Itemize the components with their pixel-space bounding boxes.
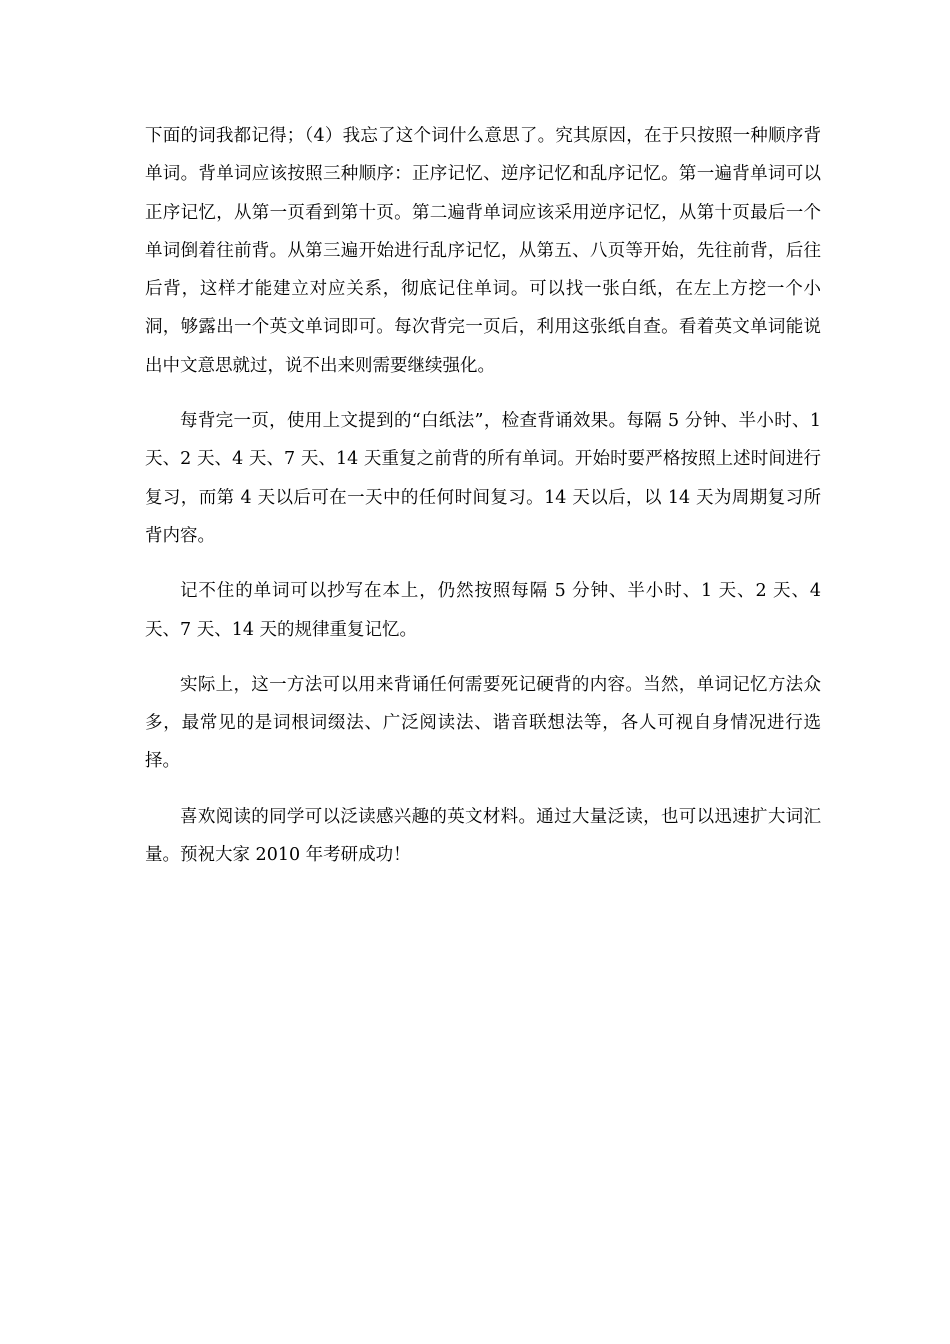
paragraph-review-schedule: 每背完一页，使用上文提到的“白纸法”，检查背诵效果。每隔 5 分钟、半小时、1 天、2 天、4 天、7 天、14 天重复之前背的所有单词。开始时要严格按照上述时间进行复习，而第 4 天以后可在一天中的任何时间复习。14 天以后，以 14 天为周期复习所背内容。 bbox=[145, 411, 821, 546]
paragraph-reading-closing: 喜欢阅读的同学可以泛读感兴趣的英文材料。通过大量泛读，也可以迅速扩大词汇量。预祝大家 2010 年考研成功！ bbox=[145, 806, 821, 866]
document-body bbox=[145, 117, 821, 891]
paragraph-word-order-method: 下面的词我都记得；（4）我忘了这个词什么意思了。究其原因，在于只按照一种顺序背单词。背单词应该按照三种顺序：正序记忆、逆序记忆和乱序记忆。第一遍背单词可以正序记忆，从第一页看到第十页。第二遍背单词应该采用逆序记忆，从第十页最后一个单词倒着往前背。从第三遍开始进行乱序记忆，从第五、八页等开始，先往前背，后往后背，这样才能建立对应关系，彻底记住单词。可以找一张白纸，在左上方挖一个小洞，够露出一个英文单词即可。每次背完一页后，利用这张纸自查。看着英文单词能说出中文意思就过，说不出来则需要继续强化。 bbox=[145, 126, 821, 376]
paragraph-hard-words: 记不住的单词可以抄写在本上，仍然按照每隔 5 分钟、半小时、1 天、2 天、4 天、7 天、14 天的规律重复记忆。 bbox=[145, 581, 821, 640]
paragraph-other-methods: 实际上，这一方法可以用来背诵任何需要死记硬背的内容。当然，单词记忆方法众多，最常见的是词根词缀法、广泛阅读法、谐音联想法等，各人可视自身情况进行选择。 bbox=[145, 674, 821, 772]
